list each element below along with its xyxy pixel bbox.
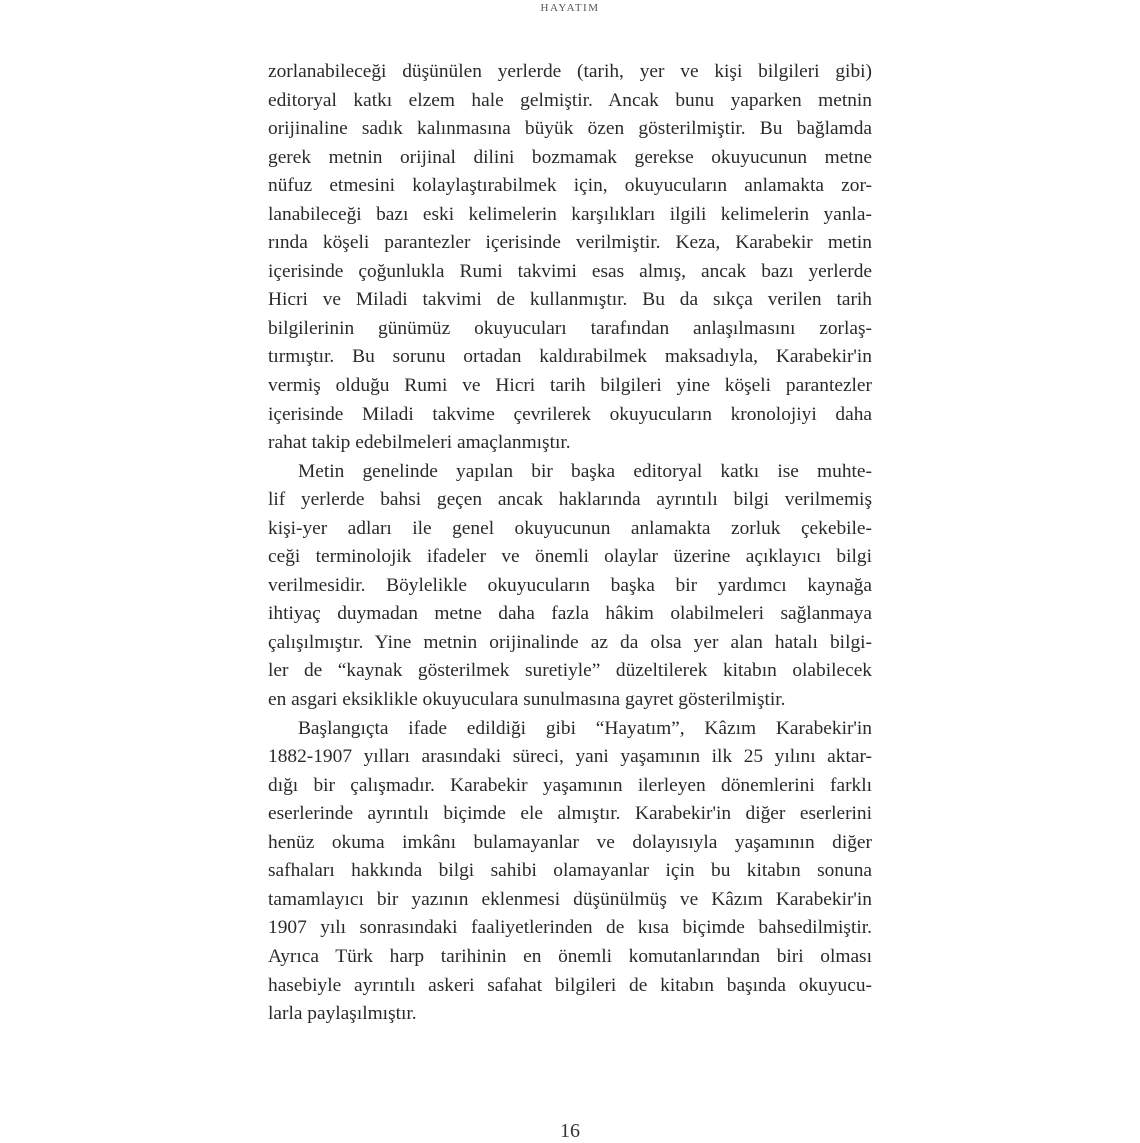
- text-line: hasebiyle ayrıntılı askeri safahat bilgileri de kitabın başında okuyucu-: [268, 974, 872, 996]
- text-line: Ayrıca Türk harp tarihinin en önemli komutanlarından biri olması: [268, 945, 872, 967]
- text-line: çalışılmıştır. Yine metnin orijinalinde az da olsa yer alan hatalı bilgi-: [268, 631, 872, 653]
- text-line: Hicri ve Miladi takvimi de kullanmıştır. Bu da sıkça verilen tarih: [268, 289, 872, 311]
- text-line: editoryal katkı elzem hale gelmiştir. Ancak bunu yaparken metnin: [268, 89, 872, 111]
- body-text: [268, 58, 872, 1029]
- text-line: eserlerinde ayrıntılı biçimde ele almıştır. Karabekir'in diğer eserlerini: [268, 803, 872, 825]
- page-number: 16: [560, 1120, 580, 1142]
- running-head: HAYATIM: [540, 2, 600, 14]
- text-line: nüfuz etmesini kolaylaştırabilmek için, okuyucuların anlamakta zor-: [268, 175, 872, 197]
- text-line: en asgari eksiklikle okuyuculara sunulmasına gayret gösterilmiştir.: [268, 689, 786, 711]
- text-line: zorlanabileceği düşünülen yerlerde (tarih, yer ve kişi bilgileri gibi): [268, 61, 872, 82]
- text-line: lif yerlerde bahsi geçen ancak haklarında ayrıntılı bilgi verilmemiş: [268, 489, 872, 511]
- text-line: orijinaline sadık kalınmasına büyük özen gösterilmiştir. Bu bağlamda: [268, 118, 872, 140]
- text-line: tamamlayıcı bir yazının eklenmesi düşünülmüş ve Kâzım Karabekir'in: [268, 888, 872, 910]
- text-line: rahat takip edebilmeleri amaçlanmıştır.: [268, 432, 571, 454]
- text-line: vermiş olduğu Rumi ve Hicri tarih bilgileri yine köşeli parantezler: [268, 375, 872, 397]
- text-line: 1882-1907 yılları arasındaki süreci, yani yaşamının ilk 25 yılını aktar-: [268, 746, 872, 768]
- text-line: içerisinde Miladi takvime çevrilerek okuyucuların kronolojiyi daha: [268, 403, 872, 425]
- text-line: safhaları hakkında bilgi sahibi olamayanlar için bu kitabın sonuna: [268, 860, 872, 882]
- text-line: ihtiyaç duymadan metne daha fazla hâkim olabilmeleri sağlanmaya: [268, 603, 872, 625]
- text-line: bilgilerinin günümüz okuyucuları tarafından anlaşılmasını zorlaş-: [268, 317, 872, 339]
- paragraph: [268, 715, 872, 1029]
- text-line: ler de “kaynak gösterilmek suretiyle” düzeltilerek kitabın olabilecek: [268, 660, 872, 682]
- text-line: içerisinde çoğunlukla Rumi takvimi esas almış, ancak bazı yerlerde: [268, 260, 872, 282]
- text-line: henüz okuma imkânı bulamayanlar ve dolayısıyla yaşamının diğer: [268, 831, 872, 853]
- text-line: tırmıştır. Bu sorunu ortadan kaldırabilmek maksadıyla, Karabekir'in: [268, 346, 872, 368]
- text-line: verilmesidir. Böylelikle okuyucuların başka bir yardımcı kaynağa: [268, 574, 872, 596]
- text-line: gerek metnin orijinal dilini bozmamak gerekse okuyucunun metne: [268, 146, 872, 168]
- text-line: rında köşeli parantezler içerisinde verilmiştir. Keza, Karabekir metin: [268, 232, 872, 254]
- paragraph: [268, 58, 872, 458]
- text-line: ceği terminolojik ifadeler ve önemli olaylar üzerine açıklayıcı bilgi: [268, 546, 872, 568]
- text-line: Başlangıçta ifade edildiği gibi “Hayatım”, Kâzım Karabekir'in: [298, 717, 872, 739]
- text-line: Metin genelinde yapılan bir başka editoryal katkı ise muhte-: [298, 460, 872, 482]
- text-line: larla paylaşılmıştır.: [268, 1003, 417, 1025]
- text-line: lanabileceği bazı eski kelimelerin karşılıkları ilgili kelimelerin yanla-: [268, 203, 872, 225]
- text-line: 1907 yılı sonrasındaki faaliyetlerinden de kısa biçimde bahsedilmiştir.: [268, 917, 872, 939]
- paragraph: [268, 458, 872, 715]
- text-line: kişi-yer adları ile genel okuyucunun anlamakta zorluk çekebile-: [268, 517, 872, 539]
- text-line: dığı bir çalışmadır. Karabekir yaşamının ilerleyen dönemlerini farklı: [268, 774, 872, 796]
